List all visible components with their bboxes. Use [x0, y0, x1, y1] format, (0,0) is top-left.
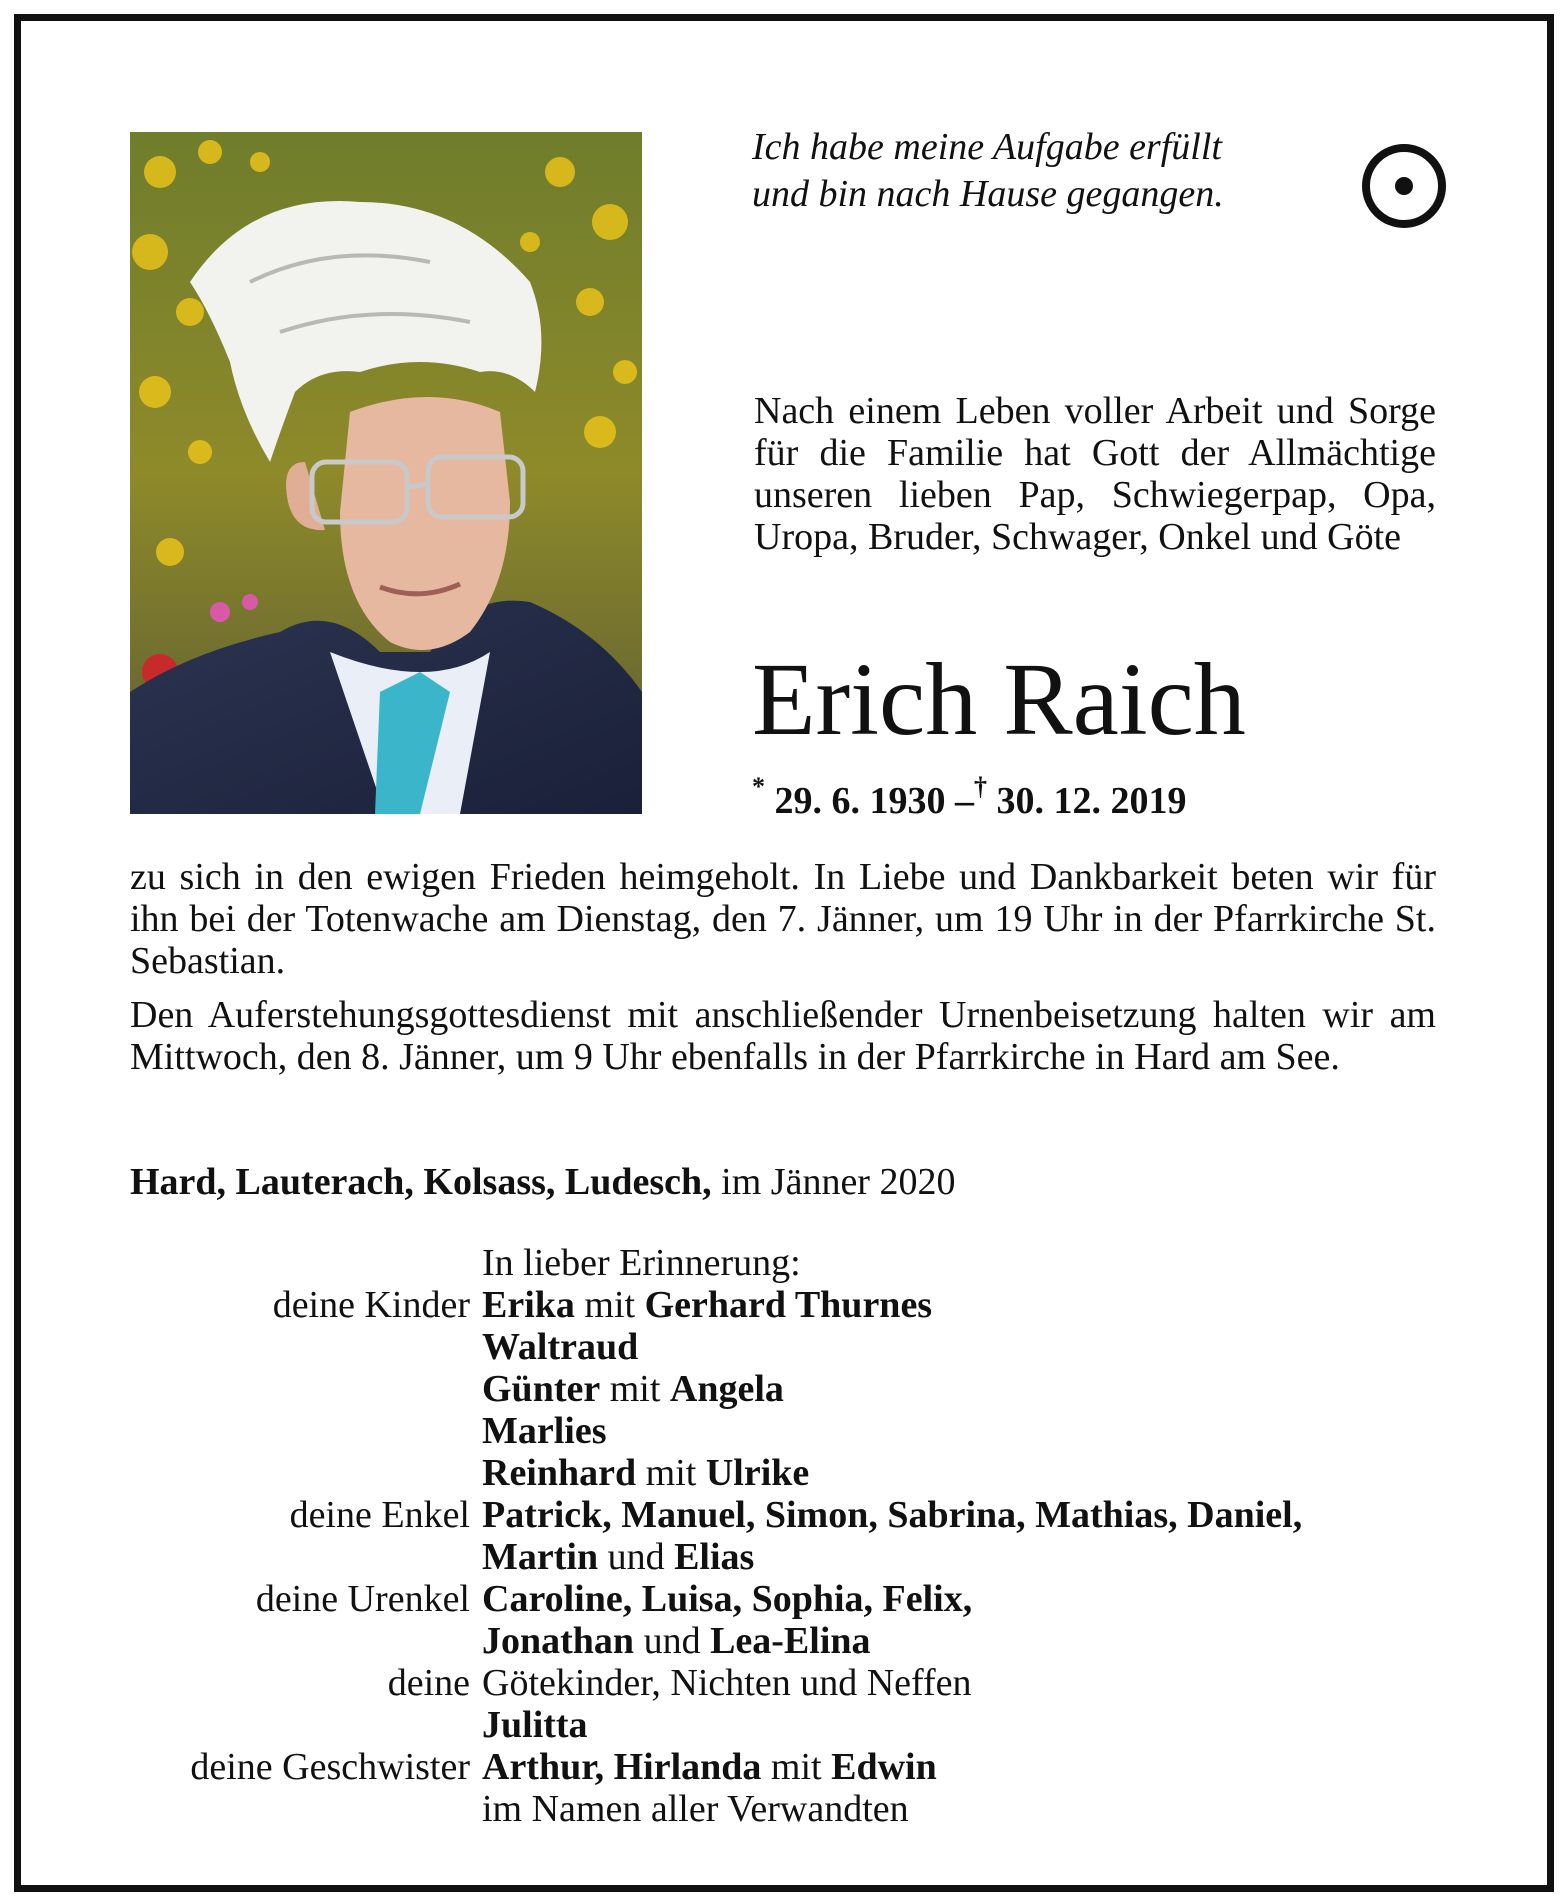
- mourner-names: [482, 1620, 871, 1662]
- mourner-groups: [130, 1284, 1450, 1830]
- mourner-row: [130, 1326, 1450, 1368]
- motto-line-2: und bin nach Hause gegangen.: [752, 173, 1224, 215]
- motto-line-1: Ich habe meine Aufgabe erfüllt: [752, 126, 1222, 168]
- mourner-names: [482, 1704, 588, 1746]
- relation-label: deine Geschwister: [190, 1746, 470, 1788]
- mourner-row: [130, 1662, 1450, 1704]
- place-date-line: [130, 1160, 955, 1204]
- mourner-row: [130, 1494, 1450, 1536]
- relation-label-empty: [130, 1704, 482, 1746]
- mourner-name: Ulrike: [705, 1452, 810, 1494]
- mourner-row: [130, 1620, 1450, 1662]
- life-dates: [752, 772, 1187, 824]
- relation-label-empty: [130, 1410, 482, 1452]
- intro-text: Nach einem Leben voller Arbeit und Sorge für die Familie hat Gott der Allmächtige unseren lieben Pap, Schwiegerpap, Opa, Uropa, Bruder, Schwager, Onkel und Göte: [754, 390, 1436, 558]
- paragraph-service: Den Auferstehungsgottesdienst mit anschließender Urnenbeisetzung halten wir am Mittwoch, den 8. Jänner, um 9 Uhr ebenfalls in der Pfarrkirche in Hard am See.: [130, 994, 1436, 1078]
- relation-label: deine: [387, 1662, 470, 1704]
- mourner-name: Günter: [482, 1368, 601, 1410]
- mourner-names: [482, 1284, 932, 1326]
- mourner-names: [482, 1788, 909, 1830]
- mourner-names: [482, 1746, 937, 1788]
- mourner-name: Erika: [482, 1284, 575, 1326]
- mourner-name: Caroline, Luisa, Sophia, Felix,: [482, 1578, 973, 1620]
- connector-text: mit: [600, 1368, 670, 1410]
- mourner-name: Waltraud: [482, 1326, 639, 1368]
- relation-label-empty: [130, 1326, 482, 1368]
- mourner-row: [130, 1704, 1450, 1746]
- relation-label-empty: [130, 1788, 482, 1830]
- mourner-names: [482, 1410, 607, 1452]
- connector-text: mit: [761, 1746, 832, 1788]
- mourner-names: [482, 1662, 972, 1704]
- death-date: 30. 12. 2019: [996, 780, 1187, 822]
- deceased-name: Erich Raich: [752, 642, 1246, 757]
- places: Hard, Lauterach, Kolsass, Ludesch,: [130, 1161, 712, 1203]
- connector-text: mit: [636, 1452, 706, 1494]
- mourner-name: Martin: [482, 1536, 599, 1578]
- mourner-row: [130, 1746, 1450, 1788]
- mourner-name: Reinhard: [482, 1452, 637, 1494]
- mourner-names: [482, 1494, 1302, 1536]
- portrait-illustration: [130, 132, 642, 814]
- relation-label-empty: [130, 1620, 482, 1662]
- relation-label-empty: [130, 1536, 482, 1578]
- mourner-names: [482, 1326, 638, 1368]
- connector-text: Götekinder, Nichten und Neffen: [482, 1662, 972, 1704]
- connector-text: und: [634, 1620, 711, 1662]
- mourner-names: [482, 1578, 972, 1620]
- mourner-name: Julitta: [482, 1704, 588, 1746]
- mourner-name: Elias: [674, 1536, 755, 1578]
- mourner-name: Patrick, Manuel, Simon, Sabrina, Mathias, Daniel,: [482, 1494, 1303, 1536]
- death-symbol: †: [974, 772, 987, 802]
- connector-text: und: [598, 1536, 675, 1578]
- mourner-name: Angela: [669, 1368, 784, 1410]
- mourners-heading-row: [130, 1242, 1450, 1284]
- mourners-list: [130, 1242, 1450, 1830]
- date-separator: –: [955, 780, 974, 822]
- mourner-row: [130, 1410, 1450, 1452]
- mourner-name: Lea-Elina: [710, 1620, 871, 1662]
- mourner-name: Marlies: [482, 1410, 607, 1452]
- paragraph-wake: zu sich in den ewigen Frieden heimgeholt. In Liebe und Dankbarkeit beten wir für ihn bei der Totenwache am Dienstag, den 7. Jänner, um 19 Uhr in der Pfarrkirche St. Sebastian.: [130, 856, 1436, 982]
- mourner-row: [130, 1368, 1450, 1410]
- relation-label: deine Enkel: [289, 1494, 470, 1536]
- birth-symbol: *: [752, 772, 765, 802]
- portrait-photo: [130, 132, 642, 814]
- mourner-name: Gerhard Thurnes: [644, 1284, 933, 1326]
- relation-label: deine Kinder: [272, 1284, 470, 1326]
- mourner-names: [482, 1536, 754, 1578]
- mourner-names: [482, 1368, 784, 1410]
- mourners-heading: In lieber Erinnerung:: [482, 1242, 801, 1284]
- connector-text: mit: [574, 1284, 645, 1326]
- mourner-row: [130, 1452, 1450, 1494]
- mourner-row: [130, 1578, 1450, 1620]
- connector-text: im Namen aller Verwandten: [482, 1788, 909, 1830]
- relation-label-empty: [130, 1368, 482, 1410]
- birth-date: 29. 6. 1930: [774, 780, 946, 822]
- mourner-name: Edwin: [831, 1746, 937, 1788]
- mourner-name: Jonathan: [482, 1620, 635, 1662]
- relation-label-empty: [130, 1452, 482, 1494]
- motto: [752, 124, 1312, 218]
- issue-date: im Jänner 2020: [721, 1161, 956, 1203]
- mourner-names: [482, 1452, 809, 1494]
- mourner-row: [130, 1536, 1450, 1578]
- circumpunct-icon: [1358, 140, 1450, 232]
- mourner-row: [130, 1788, 1450, 1830]
- mourner-row: [130, 1284, 1450, 1326]
- relation-label: deine Urenkel: [255, 1578, 470, 1620]
- mourner-name: Arthur, Hirlanda: [482, 1746, 762, 1788]
